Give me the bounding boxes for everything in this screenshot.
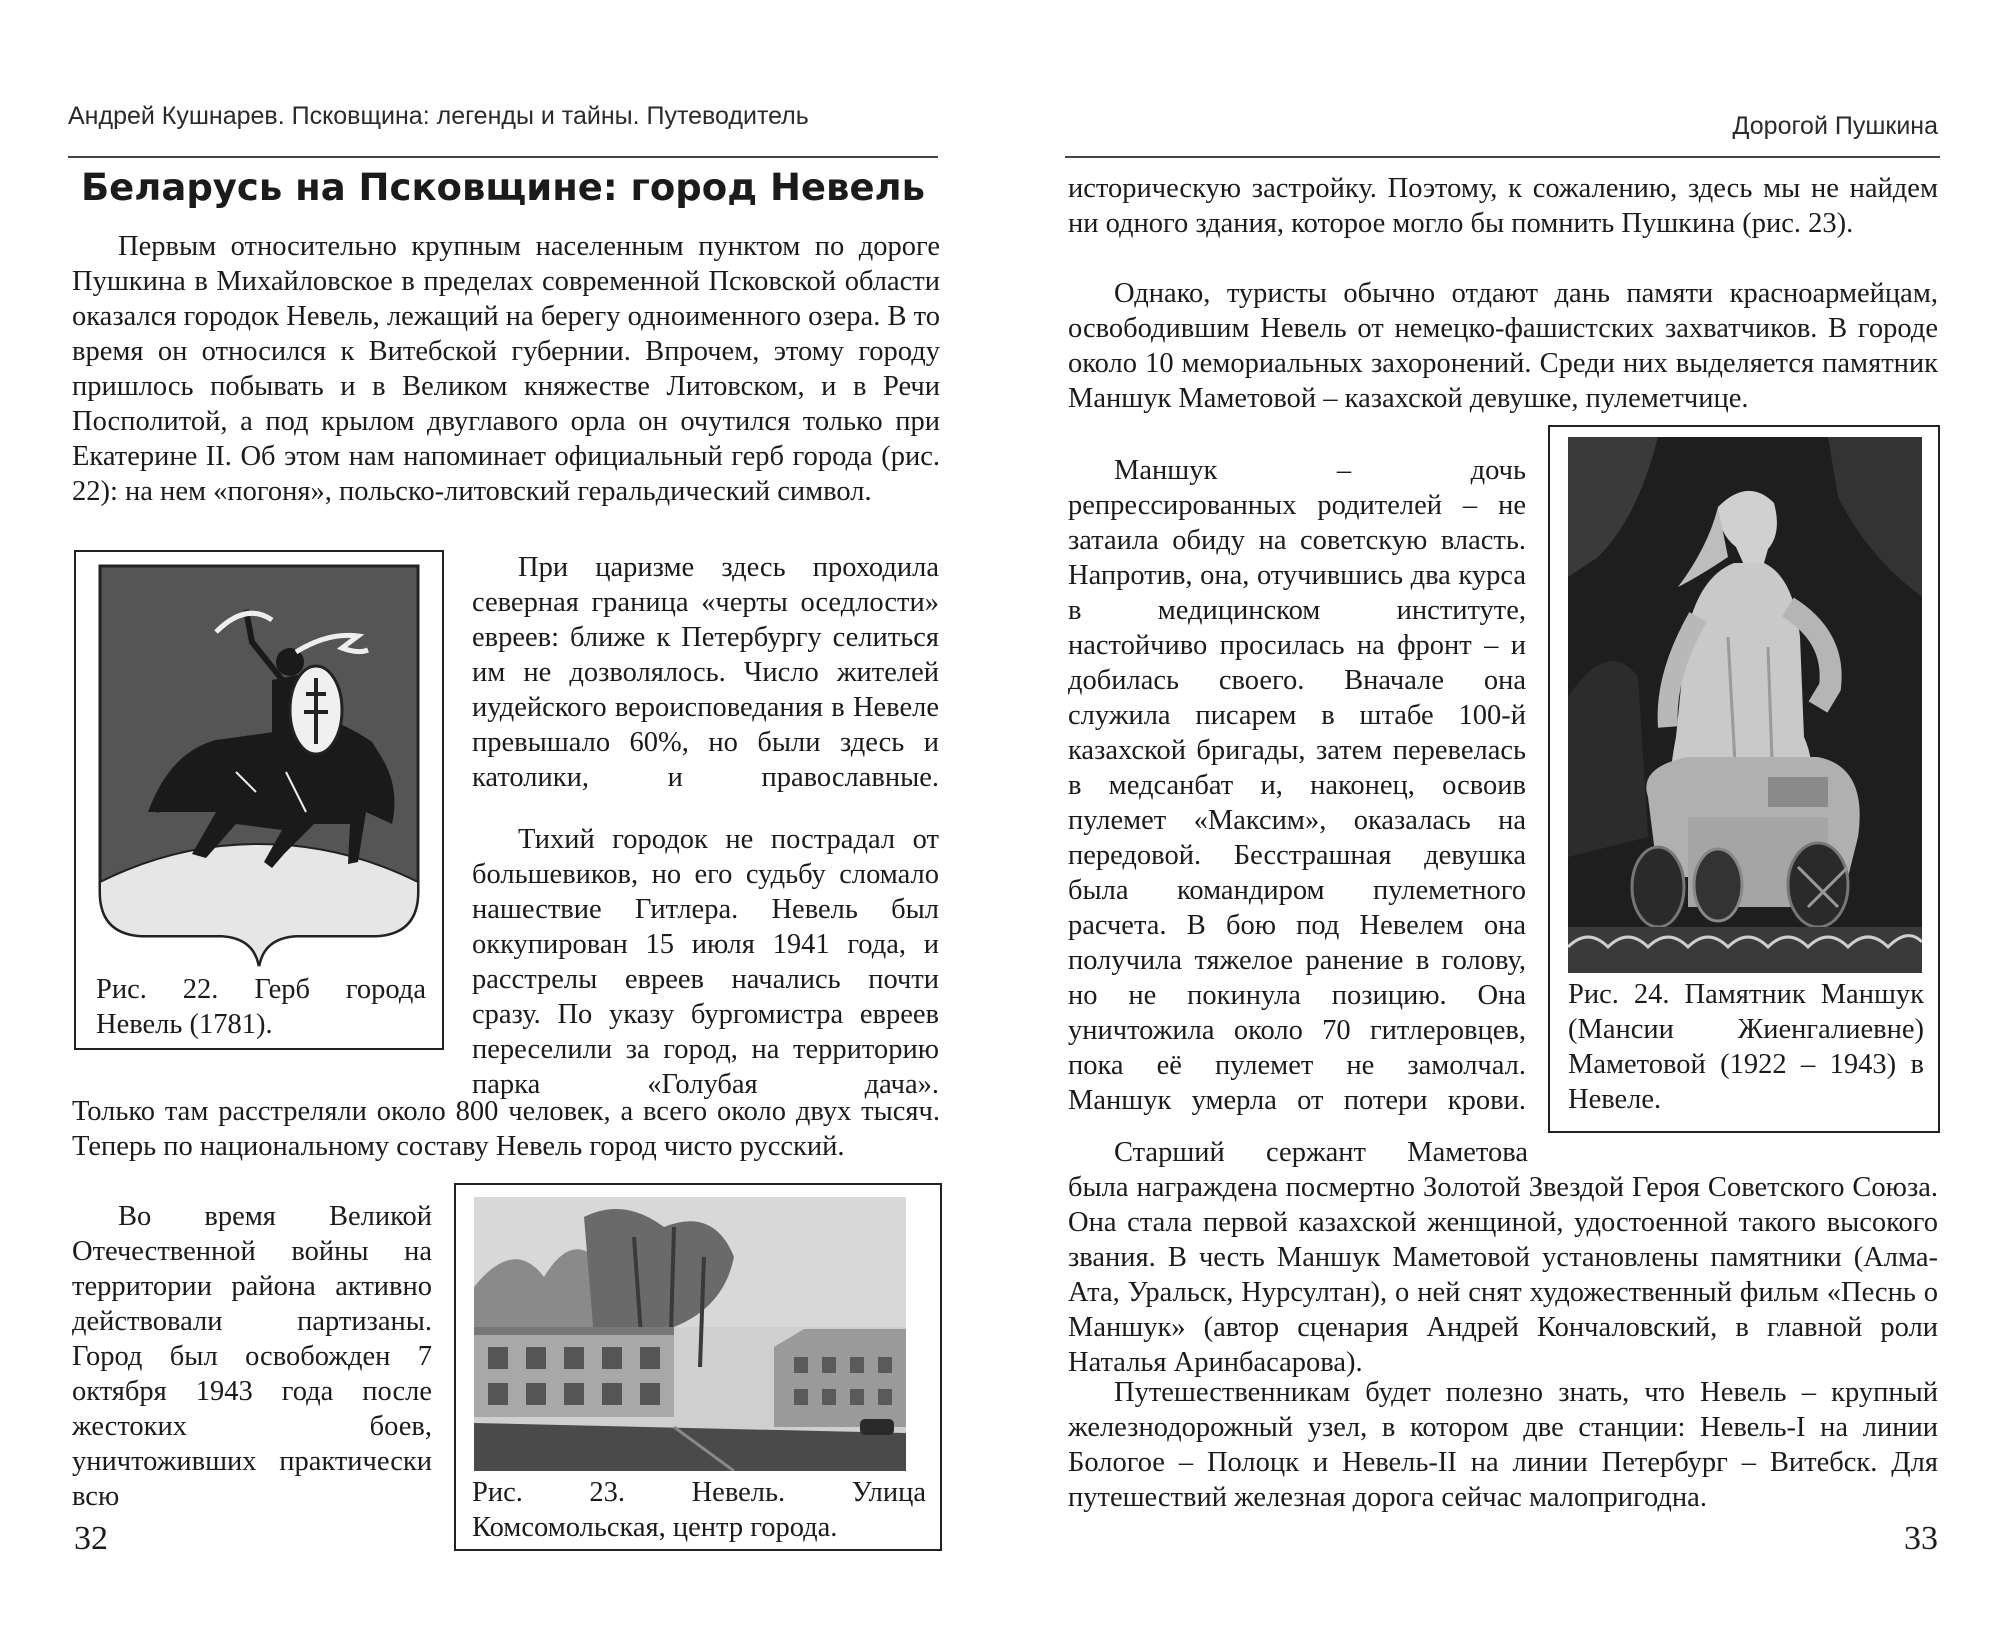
figure-22-caption: Рис. 22. Герб города Невель (1781). — [96, 974, 426, 1040]
street-photo-image — [474, 1197, 906, 1471]
monument-photo-image — [1568, 437, 1922, 973]
header-rule-right — [1065, 156, 1940, 158]
coat-of-arms-image — [96, 562, 422, 972]
running-head-left: Андрей Кушнарев. Псковщина: легенды и тайны. Путеводитель — [68, 102, 809, 130]
paragraph-r3: Маншук – дочь репрессированных родителей – не затаила обиду на советскую власть. Напротив, она, отучившись два курса в медицинском институте, настойчиво просилась на фронт – и добилась своего. Вначале она служила писарем в штабе 100-й казахской бригады, затем перевелась в медсанбат и, наконец, освоив пулемет «Максим», оказалась на передовой. Бесстрашная девушка была командиром пулеметного расчета. В бою под Невелем она получила тяжелое ранение в голову, но не покинула позицию. Она уничтожила около 70 гитлеровцев, пока её пулемет не замолчал. Маншук умерла от потери крови. — [1068, 455, 1526, 1116]
figure-24-frame — [1548, 425, 1940, 1133]
paragraph-r4a: Старший сержант Маметова — [1114, 1137, 1528, 1168]
paragraph-2: При царизме здесь проходила северная граница «черты оседлости» евреев: ближе к Петербургу селиться им не дозволялось. Число жителей иудейского вероисповедания в Невеле превышало 60%, но были здесь и католики, и православные. — [472, 552, 939, 793]
paragraph-r4b: была награждена посмертно Золотой Звездой Героя Советского Союза. Она стала первой казахской женщиной, удостоенной такого высокого звания. В честь Маншук Маметовой установлены памятники (Алма-Ата, Уральск, Нурсултан), о ней снят художественный фильм «Песнь о Маншук» (автор сценария Андрей Кончаловский, в главной роли Наталья Аринбасарова). — [1068, 1172, 1938, 1378]
figure-22-frame — [74, 550, 444, 1050]
paragraph-r2: Однако, туристы обычно отдают дань памяти красноармейцам, освободившим Невель от немецко-фашистских захватчиков. В городе около 10 мемориальных захоронений. Среди них выделяется памятник Маншук Маметовой – казахской девушке, пулеметчице. — [1068, 278, 1938, 414]
paragraph-3b: Только там расстреляли около 800 человек, а всего около двух тысяч. Теперь по национальному составу Невель город чисто русский. — [72, 1096, 940, 1162]
running-head-right: Дорогой Пушкина — [1732, 112, 1938, 140]
paragraph-4: Во время Великой Отечественной войны на территории района активно действовали партизаны. Город был освобожден 7 октября 1943 года после жестоких боев, уничтоживших практически всю — [72, 1201, 432, 1512]
paragraph-1: Первым относительно крупным населенным пунктом по дороге Пушкина в Михайловское в пределах современной Псковской области оказался городок Невель, лежащий на берегу одноименного озера. В то время он относился к Витебской губернии. Впрочем, этому городу пришлось побывать и в Великом княжестве Литовском, и в Речи Посполитой, а под крылом двуглавого орла он очутился только при Екатерине II. Об этом нам напоминает официальный герб города (рис. 22): на нем «погоня», польско-литовский геральдический символ. — [72, 231, 940, 507]
figure-23-frame — [454, 1183, 942, 1551]
paragraph-r1: историческую застройку. Поэтому, к сожалению, здесь мы не найдем ни одного здания, которое могло бы помнить Пушкина (рис. 23). — [1068, 173, 1938, 239]
figure-24-caption: Рис. 24. Памятник Маншук (Мансии Жиенгалиевне) Маметовой (1922 – 1943) в Невеле. — [1568, 979, 1924, 1115]
paragraph-r5: Путешественникам будет полезно знать, что Невель – крупный железнодорожный узел, в котором две станции: Невель-I на линии Бологое – Полоцк и Невель-II на линии Петербург – Витебск. Для путешествий железная дорога сейчас малопригодна. — [1068, 1377, 1938, 1513]
page-number-right: 33 — [1904, 1520, 1938, 1557]
header-rule-left — [68, 156, 938, 158]
figure-23-caption: Рис. 23. Невель. Улица Комсомольская, центр города. — [472, 1477, 926, 1543]
right-page — [1000, 0, 2000, 1628]
page-title: Беларусь на Псковщине: город Невель — [80, 166, 926, 209]
page-number-left: 32 — [74, 1520, 108, 1557]
paragraph-3a: Тихий городок не пострадал от большевиков, но его судьбу сломало нашествие Гитлера. Невель был оккупирован 15 июля 1941 года, и расстрелы евреев начались почти сразу. По указу бургомистра евреев переселили за город, на территорию парка «Голубая дача». — [472, 824, 939, 1100]
